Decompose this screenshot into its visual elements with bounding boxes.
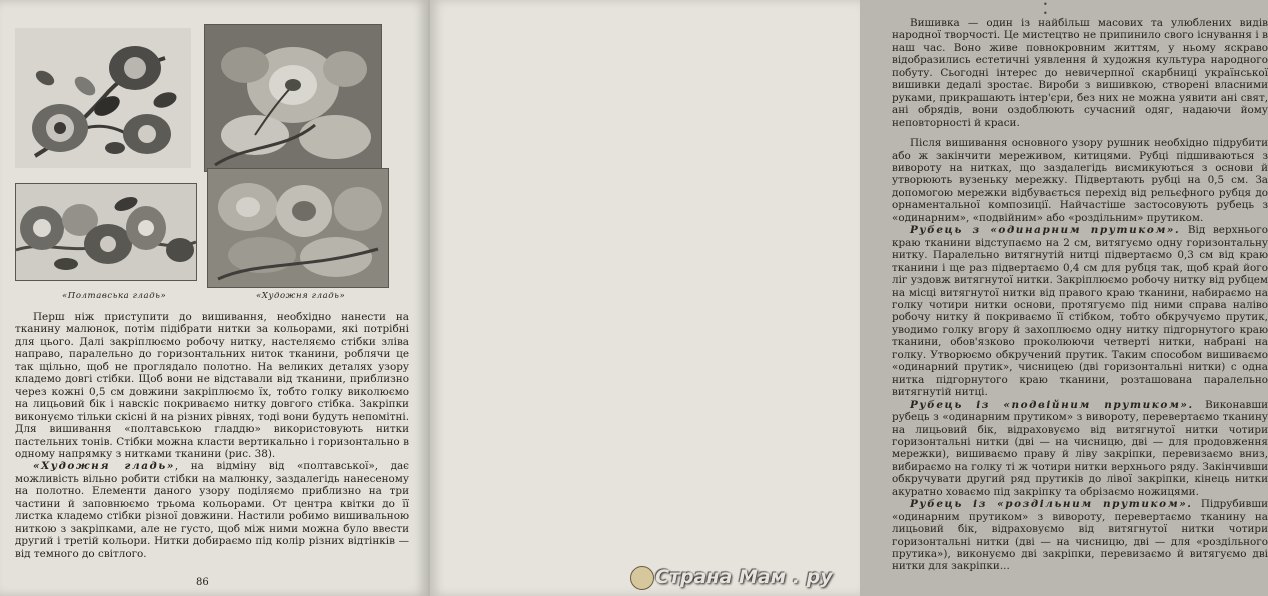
- paragraph: «Художня гладь», на відміну від «полтавської», дає можливість вільно робити стібки на малюнку, заздалегідь нанесеному на полотно. Елементи даного узору поділяємо приблизно на три частини й заповнюємо трьома кольорами. От центра квітки до її листка кладемо стібки різної довжини. Настили робимо вишивальною ниткою з закріпками, але не густо, щоб між ними можна було ввести другий і третій кольори. Нитки добираємо під колір різних відтінків — від темного до світлого.: [15, 460, 410, 560]
- figure-caption-artistic: «Художня гладь»: [256, 291, 346, 301]
- figure-poltava-embroidery-1: [15, 28, 191, 168]
- right-page: [430, 0, 1268, 596]
- term: Рубець із «роздільним прутиком».: [910, 498, 1193, 511]
- term: Рубець із «подвійним прутиком».: [910, 398, 1194, 411]
- right-body-text: [892, 17, 1268, 573]
- term: Рубець з «одинарним прутиком».: [910, 224, 1181, 237]
- paragraph: Після вишивання основного узору рушник необхідно підрубити або ж закінчити мереживом, китицями. Рубці підшиваються з вивороту на нитках, що заздалегідь висмикуються з основи й утворюють вузеньку мережку. Підвертають рубці на 0,5 см. За допомогою мережки відбувається перехід від рельєфного рубця до орнаментальної композиції. Найчастіше застосовують рубець з «одинарним», «подвійним» або «роздільним» прутиком.: [892, 137, 1268, 224]
- paragraph: Вишивка — один із найбільш масових та улюблених видів народної творчості. Це мистецтво не припинило свого існування і в наш час. Воно живе повнокровним життям, у ньому яскраво відобразились естетичні уявлення й художня культура народного побуту. Сьогодні інтерес до невичерпної скарбниці української вишивки дедалі зростає. Вироби з вишивкою, створені власними руками, прикрашають інтер'єри, без них не можна уявити ані свят, ані обрядів, вони оздоблюють сучасний одяг, надаючи йому неповторності й краси.: [892, 17, 1268, 129]
- left-body-text: [15, 311, 409, 560]
- paragraph: Рубець із «подвійним прутиком». Виконавши рубець з «одинарним прутиком» з вивороту, перевертаємо тканину на лицьовий бік, відраховуємо від витягнутої нитки чотири горизонтальні нитки (дві — на чисницю, дві — для продовження мережки), вишиваємо праву й ліву закріпки, перевизаємо вниз, вибираємо на голку ті ж чотири нитки верхнього ряду. Закінчивши обкручувати другий ряд прутиків до лівої закріпки, кінець нитки акуратно ховаємо під закріпку та обрізаємо ножицями.: [892, 398, 1268, 498]
- left-page: [0, 0, 428, 596]
- paragraph: Перш ніж приступити до вишивання, необхідно нанести на тканину малюнок, потім підібрати нитки за кольорами, які потрібні для цього. Далі закріплюємо робочу нитку, настеляємо стібки зліва направо, паралельно до горизонтальних ниток тканини, роблячи це так щільно, щоб не проглядало полотно. На великих деталях узору кладемо довгі стібки. Щоб вони не відставали від тканини, приблизно через кожні 0,5 см довжини закріплюємо їх, тобто голку виколюємо на лицьовий бік і навскіс покриваємо нитку довгого стібка. Закріпки виконуємо тільки скісні й на різних рівнях, тоді вони будуть непомітні. Для вишивання «полтавською гладдю» використовують нитки пастельних тонів. Стібки можна класти вертикально і горизонтально в одному напрямку з нитками тканини (рис. 38).: [15, 311, 409, 460]
- figure-artistic-embroidery-1: [204, 24, 382, 172]
- top-marks: • •: [1043, 0, 1054, 18]
- paragraph: Рубець з «одинарним прутиком». Від верхнього краю тканини відступаємо на 2 см, витягуємо одну горизонтальну нитку. Паралельно витягнутій нитці підвертаємо 0,3 см від краю тканини і ще раз підвертаємо 0,4 см для рубця так, щоб край його ліг уздовж витягнутої нитки. Закріплюємо робочу нитку від рубцем на місці витягнутої нитки від правого краю тканини, набираємо на голку чотири нитки основи, протягуємо під ними справа наліво робочу нитку й покриваємо її стібком, тобто обкручуємо прутик, уводимо голку вгору й захоплюємо одну нитку підгорнутого краю тканини, обов'язково проколюючи четверті нитки, набрані на голку. Утворюємо обкручений прутик. Таким способом вишиваємо «одинарний прутик», чисницею (дві горизонтальні нитки) с одна нитка підгорнутого краю тканини, розташована паралельно витягнутій нитці.: [892, 224, 1268, 399]
- page-number: 86: [196, 577, 209, 588]
- watermark-smile-icon: [630, 566, 654, 590]
- paragraph: Рубець із «роздільним прутиком». Підрубивши «одинарним прутиком» з вивороту, перевертаємо тканину на лицьовий бік, відраховуємо від витягнутої нитки чотири горизонтальні нитки (дві — на чисницю, дві — для «роздільного прутика»), виконуємо дві закріпки, перевизаємо й витягуємо дві нитки для закріпки...: [892, 498, 1268, 573]
- figure-poltava-embroidery-2: [15, 183, 197, 281]
- watermark: Страна Мам . ру: [655, 566, 833, 588]
- figure-artistic-embroidery-2: [207, 168, 389, 288]
- figure-caption-poltava: «Полтавська гладь»: [62, 291, 167, 301]
- term: «Художня гладь»: [33, 460, 175, 473]
